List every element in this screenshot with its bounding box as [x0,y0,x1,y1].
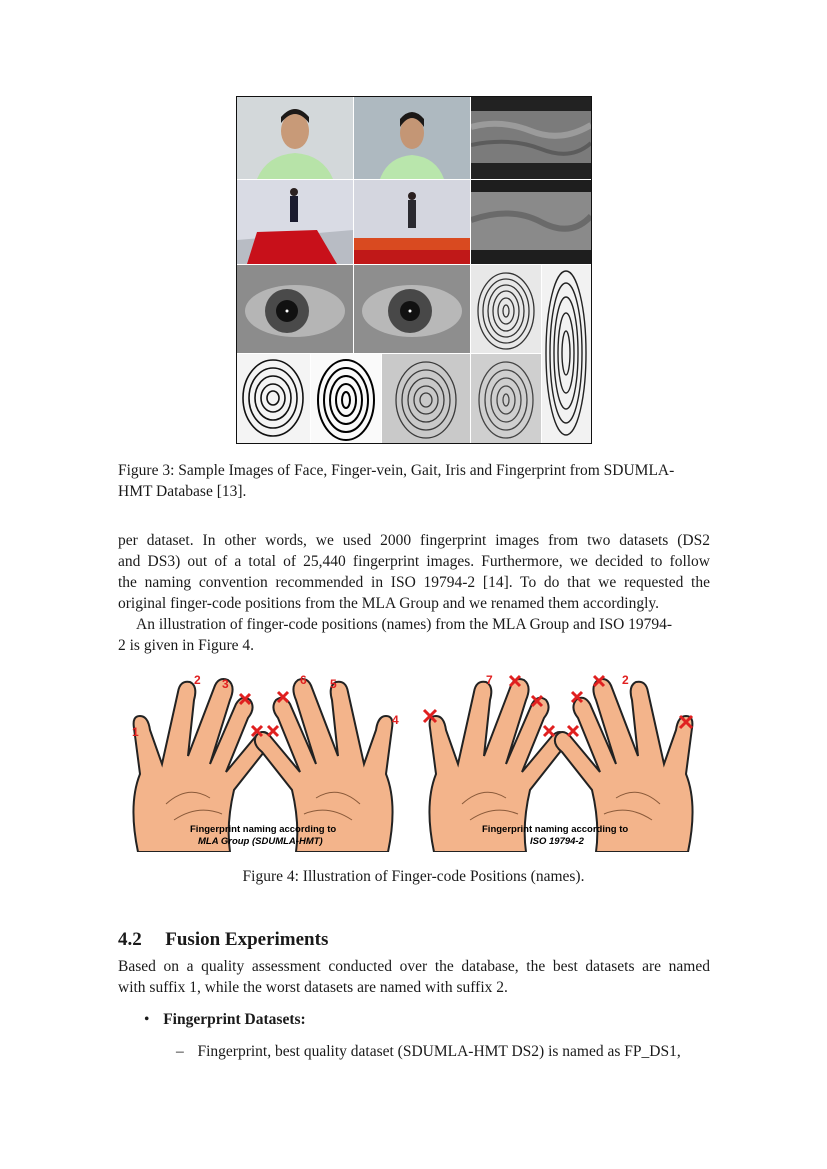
section-title: Fusion Experiments [165,929,329,950]
figure-4-right-label-line-2: ISO 19794-2 [530,836,584,847]
finger-number-label: 2 [194,673,201,687]
paragraph-1 [118,530,710,614]
bullet-symbol: • [144,1011,150,1028]
paragraph-2 [118,614,710,656]
section-number: 4.2 [118,929,142,950]
sub-bullet-item [176,1043,681,1061]
figure-3-caption-line-2: HMT Database [13]. [118,483,247,500]
finger-number-label: 2 [622,673,629,687]
fingerprint-image-2 [237,354,310,443]
paragraph-1-line: per dataset. In other words, we used 2000 fingerprint images from two datasets (DS2 [118,532,710,549]
figure-3-caption [118,460,710,502]
fingerprint-image-4 [382,354,470,443]
figure-4-left-label-line-2: MLA Group (SDUMLA-HMT) [198,836,323,847]
figure-3-caption-line-1: Figure 3: Sample Images of Face, Finger-vein, Gait, Iris and Fingerprint from SDUMLA- [118,462,675,479]
figure-4-right-label-line-1: Fingerprint naming according to [482,824,629,835]
finger-number-label: 7 [486,673,493,687]
fingerprint-image-1 [471,265,541,353]
section-paragraph-line: Based on a quality assessment conducted over the database, the best datasets are named [118,958,710,975]
finger-number-label: 6 [300,673,307,687]
sub-bullet-text: Fingerprint, best quality dataset (SDUMLA-HMT DS2) is named as FP_DS1, [197,1043,681,1060]
fingerprint-image-rolled [542,265,591,443]
iris-image-1 [237,265,353,353]
face-photo-2 [354,97,470,179]
sub-bullet-symbol: – [176,1043,184,1060]
bullet-label: Fingerprint Datasets: [163,1011,306,1028]
paragraph-2-line: An illustration of finger-code positions (names) from the MLA Group and ISO 19794- [136,616,673,633]
figure-3-image-grid [236,96,592,444]
section-heading [118,929,328,951]
gait-photo-2 [354,180,470,264]
finger-number-label: 5 [330,677,337,691]
iris-image-2 [354,265,470,353]
figure-4-caption: Figure 4: Illustration of Finger-code Positions (names). [242,868,585,885]
figure-4-left-label-line-1: Fingerprint naming according to [190,824,337,835]
finger-number-label: 4 [392,713,399,727]
finger-number-label: 1 [132,725,139,739]
paragraph-2-line: 2 is given in Figure 4. [118,637,255,654]
finger-vein-image-2 [471,180,591,264]
finger-vein-image-1 [471,97,591,179]
paragraph-1-line: the naming convention recommended in ISO 19794-2 [14]. To do that we requested the [118,574,710,591]
bullet-item [144,1011,306,1029]
finger-number-label: 3 [222,677,229,691]
section-paragraph-line: with suffix 1, while the worst datasets are named with suffix 2. [118,979,508,996]
fingerprint-image-3 [311,354,381,443]
face-photo-1 [237,97,353,179]
gait-photo-1 [237,180,353,264]
figure-4-hands-illustration [118,664,710,852]
paragraph-1-line: and DS3) out of a total of 25,440 fingerprint images. Furthermore, we decided to follow [118,553,710,570]
paragraph-1-line: original finger-code positions from the MLA Group and we renamed them accordingly. [118,595,660,612]
section-paragraph [118,956,710,998]
fingerprint-image-5 [471,354,541,443]
